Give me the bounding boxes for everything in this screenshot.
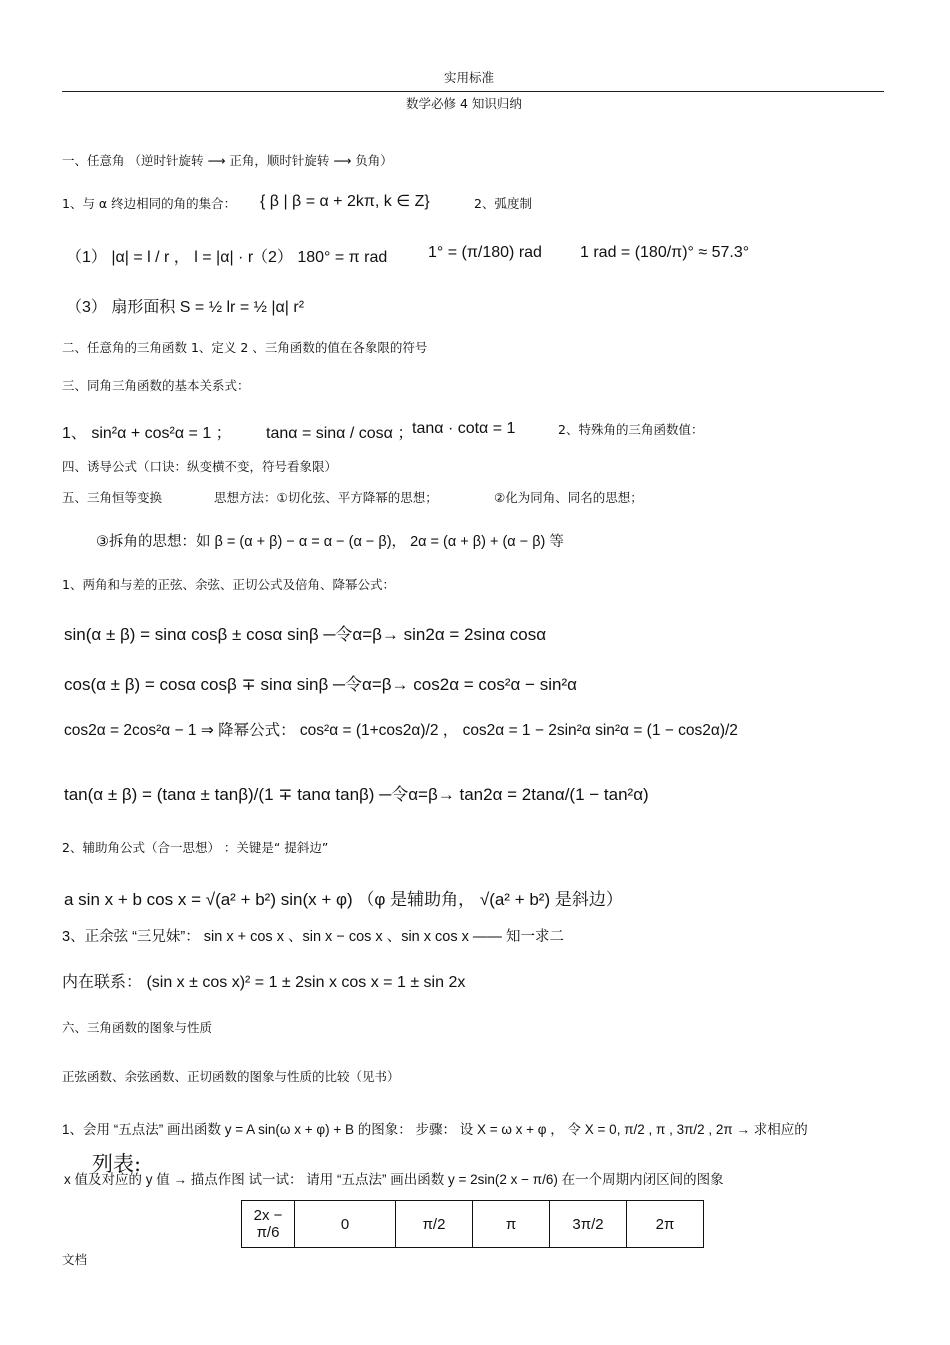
page-footer: 文档 — [62, 1252, 88, 1267]
section-2-heading: 二、任意角的三角函数 1、定义 2 、三角函数的值在各象限的符号 — [62, 340, 428, 355]
identity-pythag: 1、 sin²α + cos²α = 1 ； — [62, 425, 232, 442]
section-1-heading: 一、任意角 （逆时针旋转 ⟶ 正角，顺时针旋转 ⟶ 负角） — [62, 153, 393, 168]
five-point-method: 1、会用 “五点法” 画出函数 y = A sin(ω x + φ) + B 的图象： 步骤： 设 X = ω x + φ ， 令 X = 0, π/2 , π , 3π/2 , 2π → 求相应的 — [62, 1122, 808, 1137]
formula-tan-sum: tan(α ± β) = (tanα ± tanβ)/(1 ∓ tanα tanβ) ─令α=β→ tan2α = 2tanα/(1 − tan²α) — [64, 785, 649, 804]
radian-heading: 2、弧度制 — [474, 196, 532, 211]
three-siblings: 3、正余弦 “三兄妹”： sin x + cos x 、sin x − cos x 、sin x cos x —— 知一求二 — [62, 929, 564, 945]
radian-def: （1） |α| = l / r ， l = |α| · r — [66, 249, 254, 266]
formula-sin-sum: sin(α ± β) = sinα cosβ ± cosα sinβ ─令α=β→ sin2α = 2sinα cosα — [64, 625, 547, 644]
method-2: ②化为同角、同名的思想； — [494, 490, 643, 505]
table-row — [242, 1201, 704, 1248]
table-label: 列表: — [92, 1152, 142, 1176]
section-6-heading: 六、三角函数的图象与性质 — [62, 1020, 213, 1035]
formula-cos-sum: cos(α ± β) = cosα cosβ ∓ sinα sinβ ─令α=β→ cos2α = cos²α − sin²α — [64, 675, 577, 694]
radian-1deg: 1° = (π/180) rad — [428, 244, 542, 261]
auxiliary-angle-heading: 2、辅助角公式（合一思想） ：关键是“ 提斜边” — [62, 840, 329, 855]
table-cell: 2x − π/6 — [242, 1201, 295, 1248]
page-header-top: 实用标准 — [444, 70, 495, 85]
five-point-table — [241, 1200, 704, 1248]
five-point-steps: x 值及对应的 y 值 → 描点作图 试一试： 请用 “五点法” 画出函数 y = 2sin(2 x − π/6) 在一个周期内闭区间的图象 — [64, 1172, 724, 1187]
angle-split: ③拆角的思想：如 β = (α + β) − α = α − (α − β)， 2α = (α + β) + (α − β) 等 — [96, 534, 564, 550]
section-4-heading: 四、诱导公式（口诀：纵变横不变，符号看象限） — [62, 459, 338, 474]
header-rule — [62, 91, 884, 92]
identity-tan: tanα = sinα / cosα ； — [266, 425, 414, 442]
table-cell: π/2 — [396, 1201, 473, 1248]
section-5-heading: 五、三角恒等变换 — [62, 490, 163, 505]
sum-diff-heading: 1、两角和与差的正弦、余弦、正切公式及倍角、降幂公式： — [62, 577, 395, 592]
method-1: 思想方法：①切化弦、平方降幂的思想； — [214, 490, 438, 505]
graph-compare: 正弦函数、余弦函数、正切函数的图象与性质的比较（见书） — [62, 1069, 400, 1084]
radian-1rad: 1 rad = (180/π)° ≈ 57.3° — [580, 244, 750, 261]
page-title: 数学必修 4 知识归纳 — [406, 96, 522, 111]
radian-180: （2） 180° = π rad — [252, 249, 388, 266]
coterminal-set: { β | β = α + 2kπ, k ∈ Z} — [260, 193, 430, 210]
special-angles: 2、特殊角的三角函数值： — [558, 422, 704, 437]
table-cell: 0 — [295, 1201, 396, 1248]
sector-area: （3） 扇形面积 S = ½ lr = ½ |α| r² — [66, 299, 305, 316]
table-cell: π — [473, 1201, 550, 1248]
table-cell: 3π/2 — [550, 1201, 627, 1248]
inner-relation: 内在联系： (sin x ± cos x)² = 1 ± 2sin x cos x = 1 ± sin 2x — [62, 974, 466, 991]
coterminal-text: 1、与 α 终边相同的角的集合： — [62, 196, 237, 211]
formula-auxiliary: a sin x + b cos x = √(a² + b²) sin(x + φ) （φ 是辅助角， √(a² + b²) 是斜边） — [64, 890, 623, 909]
section-3-heading: 三、同角三角函数的基本关系式： — [62, 378, 250, 393]
identity-cot: tanα · cotα = 1 — [412, 420, 516, 437]
formula-power-reduction: cos2α = 2cos²α − 1 ⇒ 降幂公式： cos²α = (1+cos2α)/2 ， cos2α = 1 − 2sin²α sin²α = (1 − cos2α)/2 — [64, 722, 738, 739]
table-cell: 2π — [627, 1201, 704, 1248]
